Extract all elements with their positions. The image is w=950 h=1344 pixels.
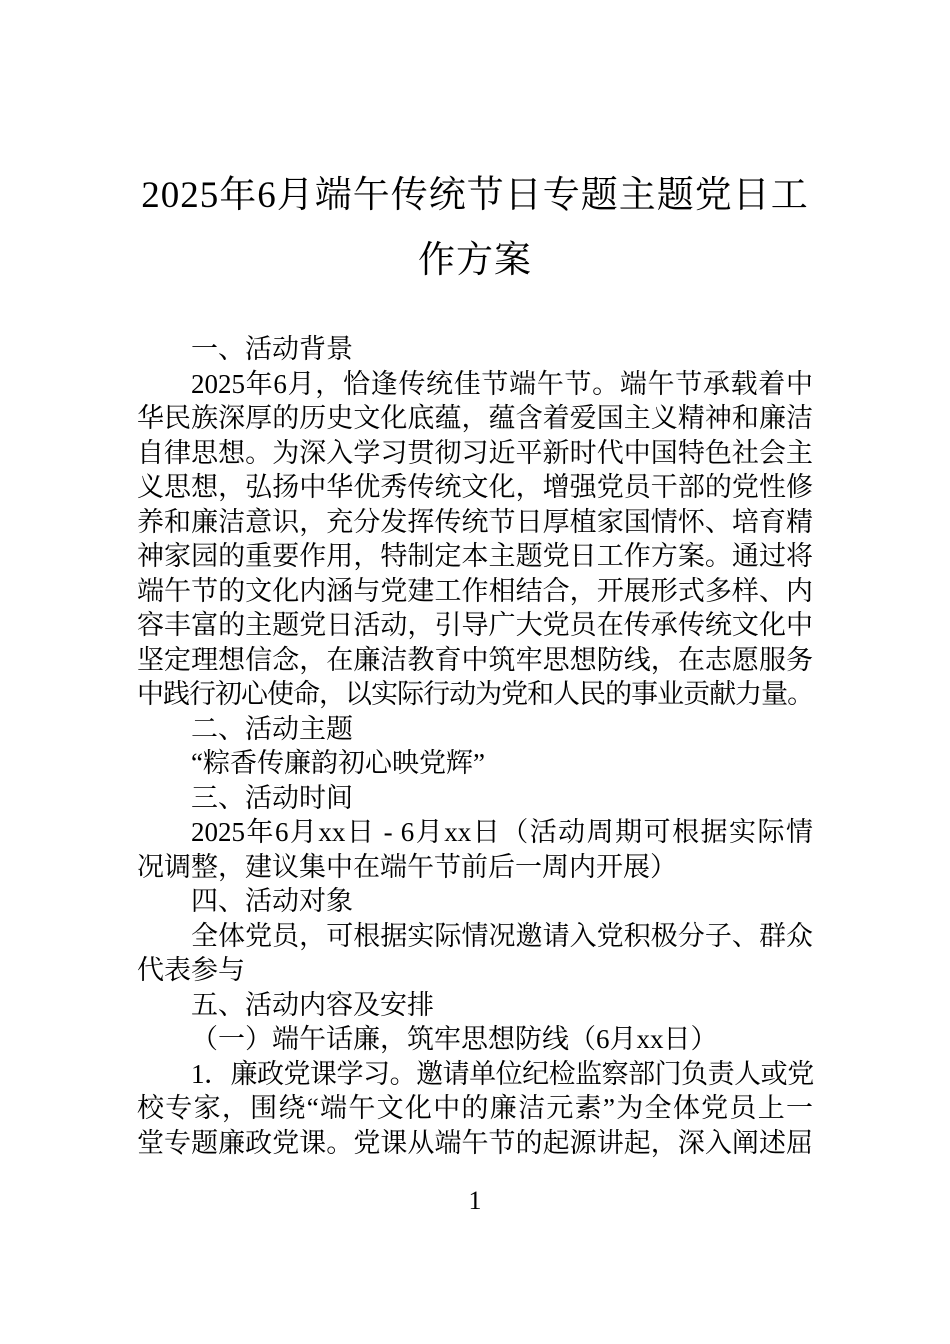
document-line: 坚定理想信念，在廉洁教育中筑牢思想防线，在志愿服务 bbox=[137, 644, 813, 675]
document-body bbox=[137, 332, 813, 1160]
title-line-2: 作方案 bbox=[418, 240, 532, 281]
document-line: “粽香传廉韵初心映党辉” bbox=[191, 748, 485, 778]
document-title bbox=[0, 163, 950, 293]
document-line: 2025年6月，恰逢传统佳节端午节。端午节承载着中 bbox=[191, 368, 813, 399]
document-line: 堂专题廉政党课。党课从端午节的起源讲起，深入阐述屈 bbox=[137, 1127, 813, 1158]
page-number: 1 bbox=[468, 1186, 482, 1215]
document-line: 二、活动主题 bbox=[191, 713, 353, 744]
document-line: 校专家，围绕“端午文化中的廉洁元素”为全体党员上一 bbox=[137, 1093, 813, 1123]
document-line: 2025年6月xx日 - 6月xx日（活动周期可根据实际情 bbox=[191, 817, 813, 847]
page-footer bbox=[0, 1186, 950, 1216]
document-line: 端午节的文化内涵与党建工作相结合，开展形式多样、内 bbox=[137, 575, 813, 606]
title-line-1: 2025年6月端午传统节日专题主题党日工 bbox=[141, 175, 809, 216]
document-line: 自律思想。为深入学习贯彻习近平新时代中国特色社会主 bbox=[137, 437, 813, 468]
document-line: 三、活动时间 bbox=[191, 782, 353, 813]
document-line: 代表参与 bbox=[137, 955, 245, 985]
document-line: 养和廉洁意识，充分发挥传统节日厚植家国情怀、培育精 bbox=[137, 506, 813, 537]
document-line: 华民族深厚的历史文化底蕴，蕴含着爱国主义精神和廉洁 bbox=[137, 403, 813, 433]
document-line: 义思想，弘扬中华优秀传统文化，增强党员干部的党性修 bbox=[137, 472, 813, 502]
document-line: 中践行初心使命，以实际行动为党和人民的事业贡献力量。 bbox=[137, 679, 813, 709]
document-line: 全体党员，可根据实际情况邀请入党积极分子、群众 bbox=[191, 920, 813, 951]
document-line: 容丰富的主题党日活动，引导广大党员在传承传统文化中 bbox=[137, 610, 813, 640]
document-line: 五、活动内容及安排 bbox=[191, 989, 434, 1020]
document-line: 一、活动背景 bbox=[191, 334, 353, 364]
document-line: 神家园的重要作用，特制定本主题党日工作方案。通过将 bbox=[137, 541, 813, 571]
document-line: （一）端午话廉，筑牢思想防线（6月xx日） bbox=[191, 1024, 718, 1054]
document-line: 四、活动对象 bbox=[191, 886, 353, 916]
document-line: 1．廉政党课学习。邀请单位纪检监察部门负责人或党 bbox=[191, 1058, 813, 1089]
document-line: 况调整，建议集中在端午节前后一周内开展） bbox=[137, 851, 677, 882]
